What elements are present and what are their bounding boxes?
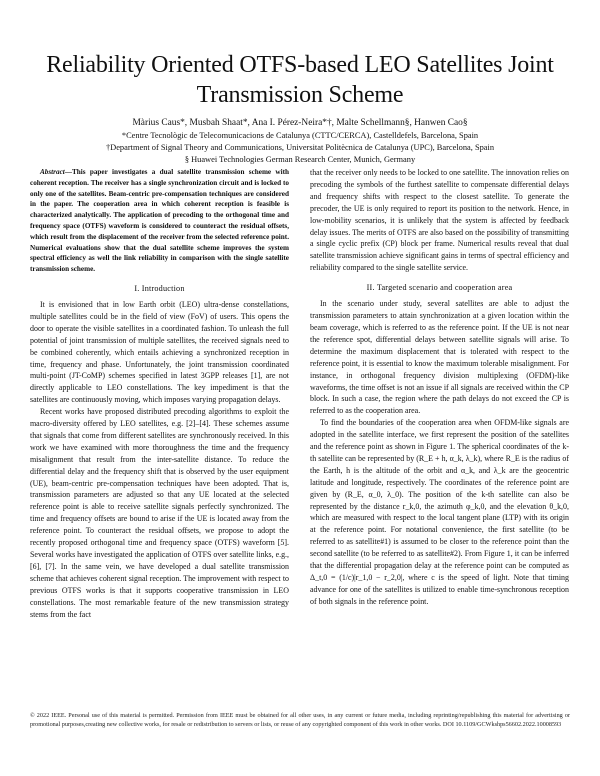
author-list: Màrius Caus*, Musbah Shaat*, Ana I. Pérez-Neira*†, Malte Schellmann§, Hanwen Cao§ xyxy=(132,118,468,128)
copyright-footer: © 2022 IEEE. Personal use of this material is permitted. Permission from IEEE must be obtained for all other uses, in any current or future media, including reprinting/republishing this material for advertising or promotional purposes,creating new collective works, for resale or redistribution to servers or lists, or reuse of any copyrighted component of this work in other works. DOI 10.1109/GCWkshps56602.2022.10008593 xyxy=(30,712,570,728)
affiliation-huawei: § Huawei Technologies German Research Center, Munich, Germany xyxy=(184,155,416,164)
section-heading-introduction: I. Introduction xyxy=(134,283,185,293)
abstract-lead: Abstract xyxy=(40,168,65,176)
intro-paragraph: It is envisioned that in low Earth orbit (LEO) ultra-dense constellations, multiple satellites could be in the field of view (FoV) of users. This opens the door to operate the visible satellites in a coordinated fashion. To unleash the full potential of joint transmission of multiple satellites, the received signals need to be combined coherently, which entails achieving a synchronized reception in time, frequency and phase. Unfortunately, the joint transmission coordinated multi-point (JT-CoMP) schemes specified in latest 3GPP releases [1], are not directly applicable to LEO constellations. The key impediment is that the satellites are continuously moving, which imposes varying propagation delays. xyxy=(30,299,289,405)
paper-title: Reliability Oriented OTFS-based LEO Satellites Joint Transmission Scheme xyxy=(46,52,554,108)
affiliation-upc: †Department of Signal Theory and Communications, Universitat Politècnica de Catalunya (UPC), Barcelona, Spain xyxy=(105,143,495,152)
abstract xyxy=(30,167,289,275)
intro-paragraph-continued: that the receiver only needs to be locked to one satellite. The innovation relies on precoding the symbols of the furthest satellite to compensate differential delays and frequency shifts with respect to the closest satellite. To generate the precoder, the UE is only required to report its position to the network. Hence, in low-mobility scenarios, it is unlikely that the system is affected by feedback delay issues. The merits of OTFS are also based on the possibility of transmitting a single cyclic prefix (CP) block per frame. Numerical results reveal that dual satellite transmission achieve significant gains in terms of spectral efficiency and reliability compared to the single satellite service. xyxy=(310,168,569,273)
scenario-paragraph: In the scenario under study, several satellites are able to adjust the transmission parameters to attain synchronization at a given location within the beam coverage, which is referred to as the reference point. If the UE is not near the reference spot, differential delays between satellite signals will arise. To determine the maximum displacement that is tolerated with respect to the reference point, it is essential to know the maximum tolerable misalignment. For instance, in orthogonal frequency division multiplexing (OFDM)-like waveforms, the time offset is not an issue if all signals are received within the CP block. In such a case, the region where the path delays do not exceed the CP is referred to as the cooperation area. xyxy=(310,299,569,416)
abstract-text: —This paper investigates a dual satellite transmission scheme with coherent reception. The receiver has a single synchronization circuit and is locked to only one of the satellites. Beam-centric pre-compensation techniques are considered in the paper. The cooperation area in which coherent reception is feasible is characterized analytically. The application of precoding to the orthogonal time and frequency space (OTFS) waveform is considered to counteract the residual offsets, which result from the displacement of the receiver from the selected reference point. Numerical evaluations show that the dual satellite scheme improves the system spectral efficiency as well the link reliability in comparison with the single satellite transmission scheme. xyxy=(30,168,289,274)
intro-paragraph: Recent works have proposed distributed precoding algorithms to exploit the macro-diversity offered by LEO satellites, e.g. [2]–[4]. These schemes assume that signals that come from different satellites are synchronously received. In this work we have examined with more thoroughness the time and the frequency misalignment that result from the inter-satellite distance. To reduce the differential delay and the frequency shift that is observed by the user equipment (UE), beam-centric pre-compensation techniques have been adopted. That is, transmission parameters are adjusted so that any UE located at the selected reference point is able to receive satellite signals perfectly synchronized. The time and frequency offsets are bound to arise if the UE is located away from the reference point. To counteract the residual offsets, we propose to adopt the recently proposed orthogonal time and frequency space (OTFS) waveform [5]. Several works have investigated the application of OTFS over satellite links, e.g., [6], [7]. In the same vein, we have developed a dual satellite transmission scheme that achieves coherent signal reception. The improvement with respect to previous OTFS works is that it supports cooperative transmission in LEO constellations. The most remarkable feature of the new transmission strategy stems from the fact xyxy=(30,407,290,619)
scenario-paragraph: To find the boundaries of the cooperation area when OFDM-like signals are adopted in the satellite interface, we first represent the position of the satellites and the reference point as shown in Figure 1. The spherical coordinates of the k-th satellite can be represented by (R_E + h, α_k, λ_k), where R_E is the radius of the Earth, h is the altitude of the orbit and α_k, and λ_k are the geocentric latitude and longitude, respectively. The coordinates of the reference point are given by (R_E, α_0, λ_0). The position of the k-th satellite can also be represented by the distance r_k,0, the azimuth φ_k,0, and the elevation θ_k,0, which are measured with respect to the local tangent plane (LTP) with its origin at the reference point. For notational convenience, the first satellite (to be referred to as satellite#1) is assumed to be closer to the reference point than the second satellite (to be referred to as satellite#2). From Figure 1, it can be inferred that the differential propagation delay at the reference point can be computed as Δ_t,0 = (1/c)|r_1,0 − r_2,0|, where c is the speed of light. Note that timing advance for one of the satellites is utilized to enable time-synchronous reception of both signals in the reference point. xyxy=(310,418,569,606)
affiliation-cttc: *Centre Tecnològic de Telecomunicacions de Catalunya (CTTC/CERCA), Castelldefels, Barcelona, Spain xyxy=(121,131,479,140)
right-column xyxy=(310,167,569,608)
section-heading-scenario: II. Targeted scenario and cooperation area xyxy=(366,283,513,293)
left-column xyxy=(30,167,289,620)
